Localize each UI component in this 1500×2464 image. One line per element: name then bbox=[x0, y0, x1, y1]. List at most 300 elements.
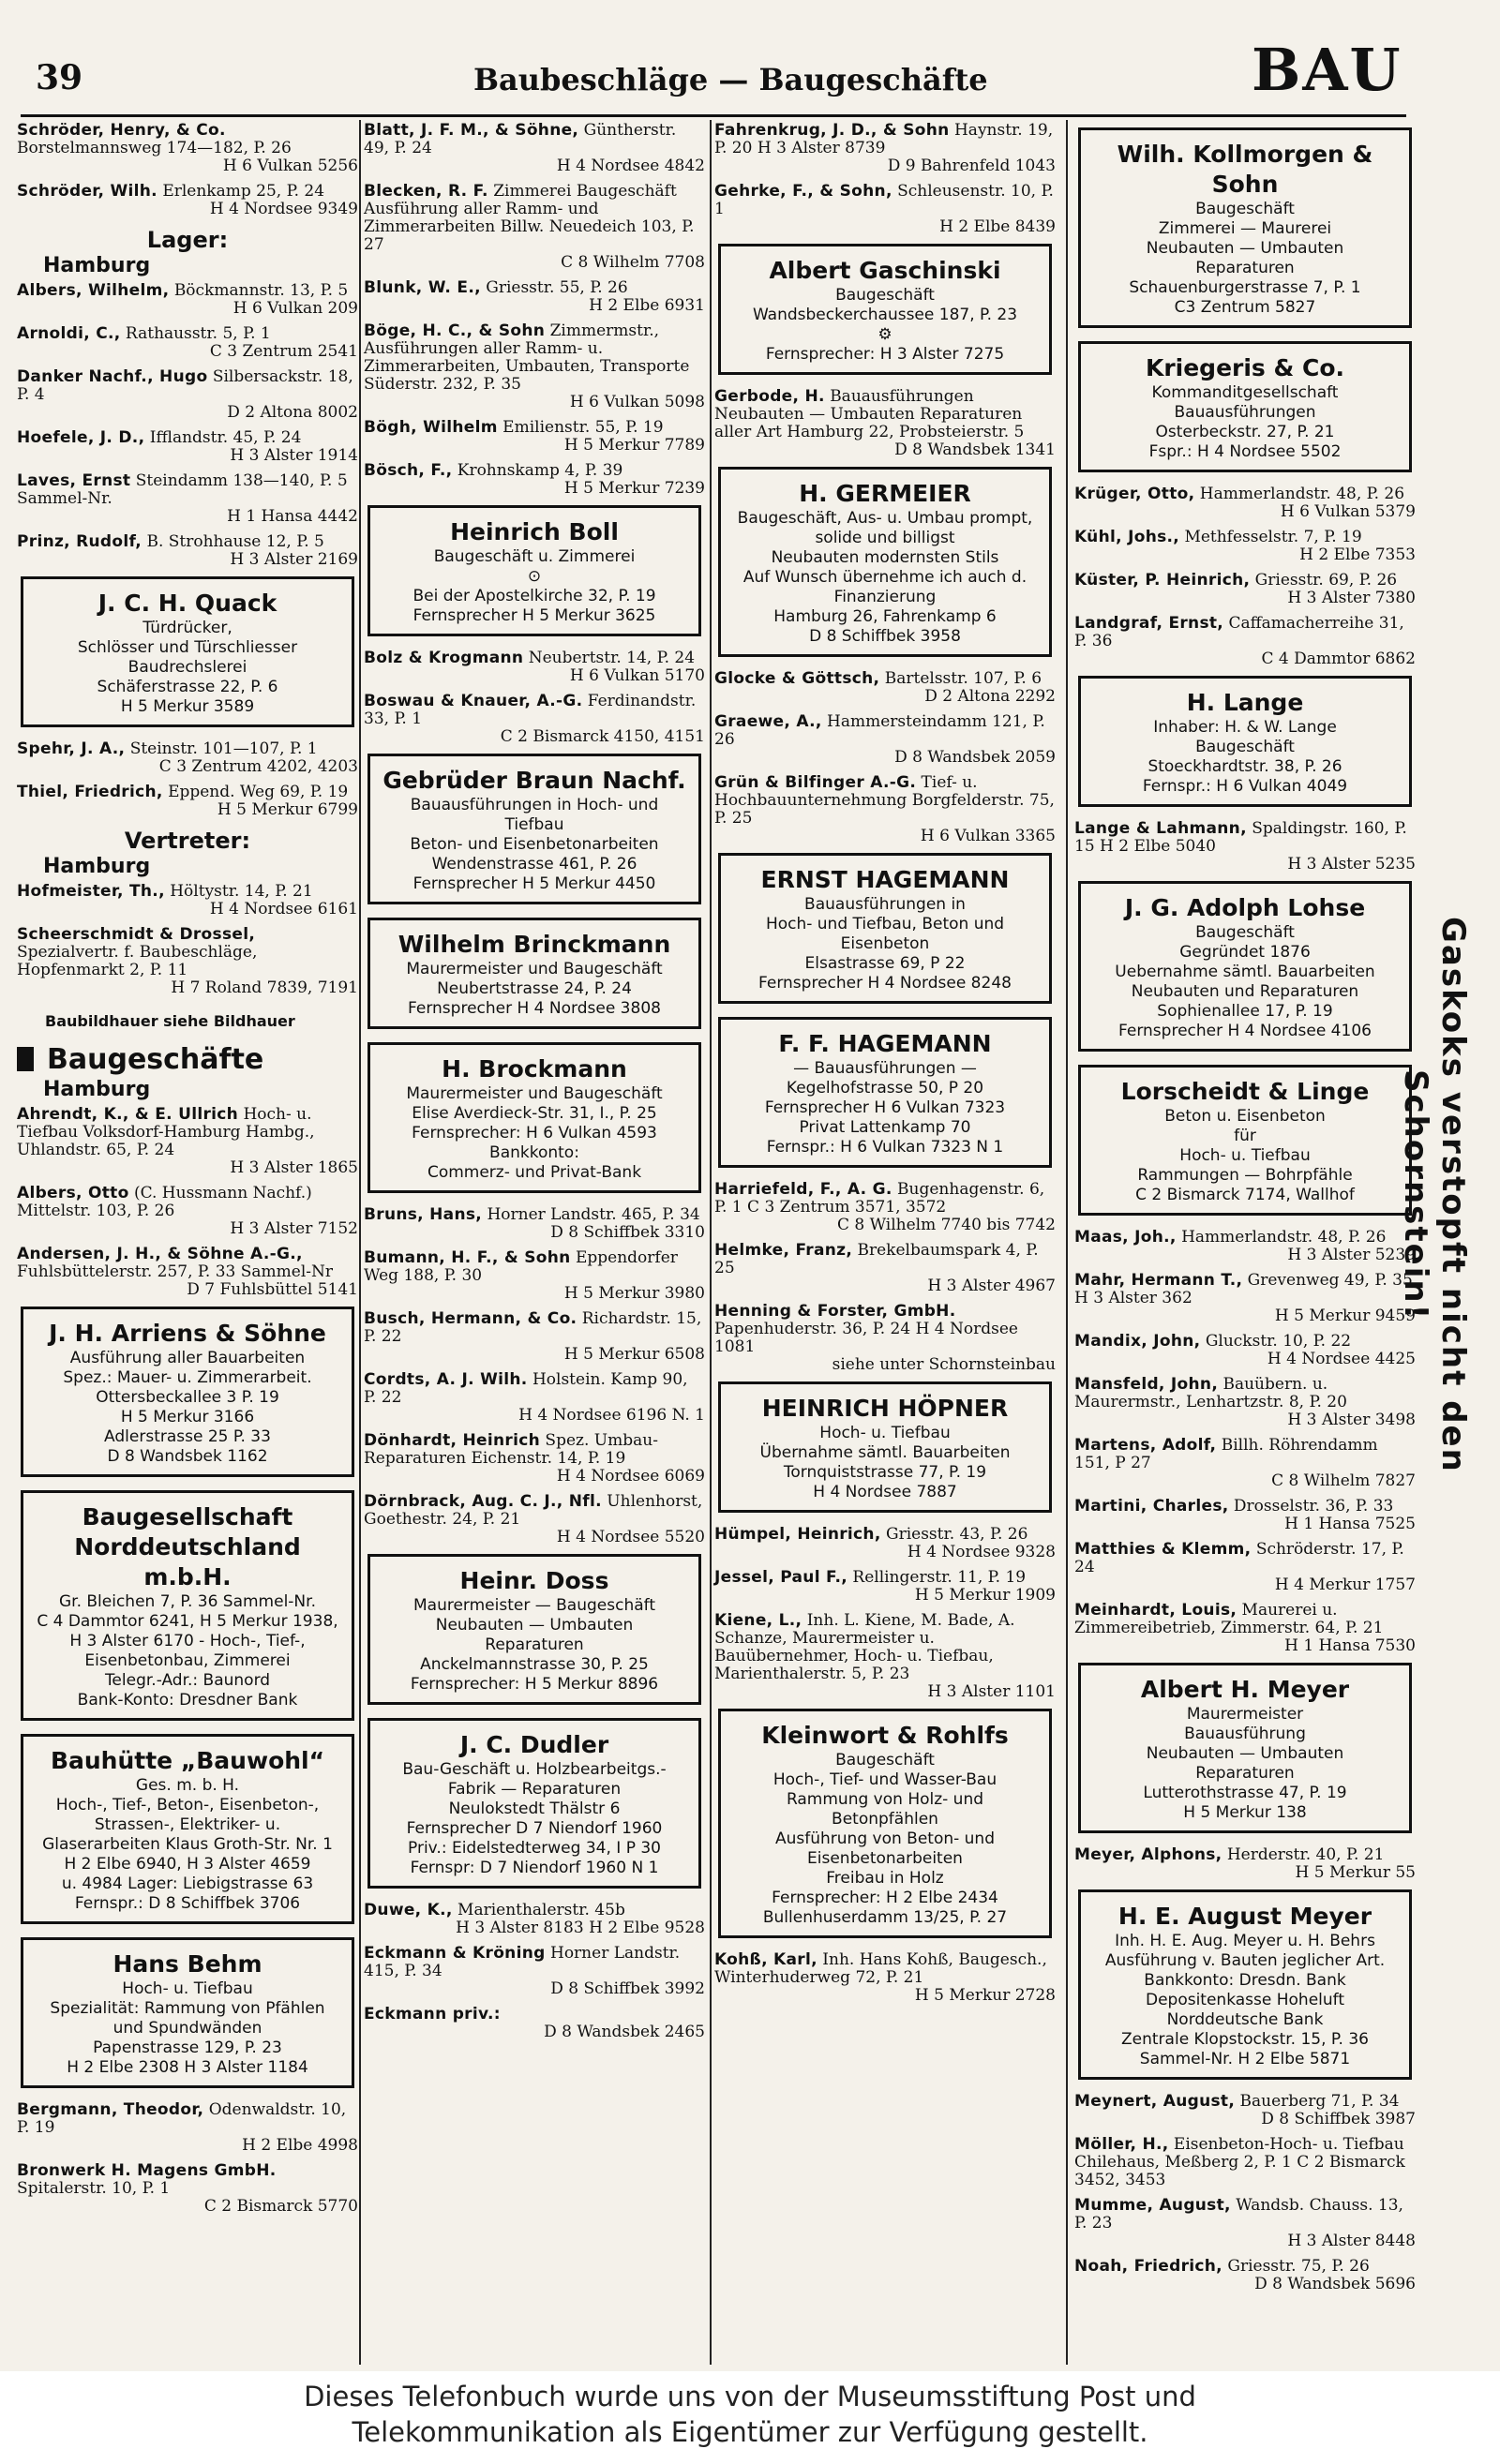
entry-phone: H 4 Nordsee 9349 bbox=[209, 200, 358, 218]
entry-detail: Neubauten — Umbauten bbox=[714, 405, 915, 424]
ad-line: Baugeschäft bbox=[835, 1751, 935, 1770]
entry-list bbox=[17, 122, 358, 218]
entry-phone: H 4 Merkur 1757 bbox=[1274, 1575, 1416, 1594]
list-item bbox=[17, 1246, 358, 1299]
entry-detail: Horner Landstr. 465, P. 34 bbox=[487, 1205, 700, 1224]
ad-line: Bank-Konto: Dresdner Bank bbox=[77, 1691, 298, 1710]
entry-detail: Billh. Röhrendamm 151, P 27 bbox=[1074, 1436, 1378, 1472]
ad-line: Maurermeister und Baugeschäft bbox=[406, 960, 663, 978]
entry-detail: Sammel-Nr. bbox=[17, 489, 112, 508]
entry-name: Boswau & Knauer, A.-G. bbox=[364, 692, 583, 710]
entry-name: Jessel, Paul F., bbox=[714, 1568, 848, 1587]
entry-name: Hoefele, J. D., bbox=[17, 428, 145, 447]
ad-line: Bauausführungen in bbox=[804, 895, 966, 914]
major-section-label: Baugeschäfte bbox=[47, 1042, 264, 1076]
entry-name: Gerbode, H. bbox=[714, 387, 825, 406]
ad-line: Baugeschäft bbox=[1195, 923, 1295, 942]
entry-detail: H 2 Elbe 5040 bbox=[1100, 837, 1216, 856]
entry-name: Meynert, August, bbox=[1074, 2092, 1236, 2111]
entry-detail: Erlenkamp 25, P. 24 bbox=[162, 182, 325, 201]
city-heading: Hamburg bbox=[43, 1078, 151, 1101]
advertisement-box bbox=[718, 1709, 1052, 1938]
list-item bbox=[364, 462, 705, 498]
column-1 bbox=[17, 122, 358, 2223]
entry-detail: Emilienstr. 55, P. 19 bbox=[502, 418, 664, 437]
ad-title: Wilhelm Brinckmann bbox=[398, 931, 671, 958]
advertisement-box bbox=[21, 1307, 354, 1477]
entry-detail: Fuhlsbüttelerstr. 257, P. 33 bbox=[17, 1262, 236, 1281]
entry-name: Ahrendt, K., & E. Ullrich bbox=[17, 1105, 239, 1124]
ad-title: ERNST HAGEMANN bbox=[760, 866, 1010, 893]
entry-phone: H 2 Elbe 4998 bbox=[242, 2136, 358, 2155]
entry-list bbox=[17, 1106, 358, 1299]
ad-line: C 2 Bismarck 7174, Wallhof bbox=[1135, 1186, 1355, 1204]
ad-line: Übernahme sämtl. Bauarbeiten bbox=[759, 1443, 1011, 1462]
list-item bbox=[714, 713, 1056, 767]
ad-line: Türdrücker, bbox=[142, 619, 232, 637]
ad-title: Kriegeris & Co. bbox=[1145, 354, 1345, 381]
list-item bbox=[714, 1951, 1056, 2005]
advertisement-box bbox=[368, 918, 701, 1029]
entry-name: Henning & Forster, GmbH. bbox=[714, 1302, 956, 1321]
entry-detail: Gluckstr. 10, P. 22 bbox=[1205, 1332, 1352, 1351]
ad-line: Hoch- u. Tiefbau bbox=[819, 1424, 951, 1442]
entry-phone: C 8 Wilhelm 7708 bbox=[561, 253, 705, 272]
entry-phone: D 8 Schiffbek 3310 bbox=[550, 1223, 705, 1242]
ad-line: Freibau in Holz bbox=[826, 1869, 944, 1888]
ad-line: Gr. Bleichen 7, P. 36 Sammel-Nr. bbox=[58, 1592, 316, 1611]
advertisement-box bbox=[1078, 1889, 1412, 2080]
entry-phone: H 5 Merkur 2728 bbox=[914, 1986, 1056, 2005]
entry-detail: Borgfelderstr. 75, P. 25 bbox=[714, 791, 1055, 828]
entry-name: Harriefeld, F., A. G. bbox=[714, 1180, 892, 1199]
ad-line: Schlösser und Türschliesser bbox=[77, 638, 298, 657]
ad-line: D 8 Wandsbek 1162 bbox=[107, 1447, 268, 1466]
ad-line: Hamburg 26, Fahrenkamp 6 bbox=[773, 607, 997, 626]
entry-detail: Griesstr. 69, P. 26 bbox=[1254, 571, 1398, 590]
list-item bbox=[364, 1206, 705, 1242]
entry-phone: H 6 Vulkan 5170 bbox=[569, 666, 705, 685]
list-item bbox=[1074, 1846, 1416, 1882]
entry-phone: C 2 Bismarck 4150, 4151 bbox=[500, 727, 705, 746]
entry-detail: Spitalerstr. 10, P. 1 bbox=[17, 2179, 171, 2198]
entry-detail: Inh. Hans Kohß, Baugesch., Winterhuderweg 72, P. 21 bbox=[714, 1950, 1047, 1987]
entry-detail: Griesstr. 55, P. 26 bbox=[486, 278, 628, 297]
entry-name: Mahr, Hermann T., bbox=[1074, 1271, 1243, 1290]
entry-phone: H 5 Merkur 7239 bbox=[563, 479, 705, 498]
ad-line: Fernsprecher H 5 Merkur 4450 bbox=[412, 874, 656, 893]
advertisement-box bbox=[21, 1734, 354, 1924]
list-item bbox=[364, 122, 705, 175]
entry-detail: Hoch- u. Tiefbau bbox=[17, 1105, 312, 1142]
entry-list bbox=[364, 650, 705, 746]
ad-line: Depositenkasse Hoheluft bbox=[1145, 1991, 1345, 2009]
entry-detail: Holstein. Kamp 90, P. 22 bbox=[364, 1370, 688, 1407]
list-item bbox=[364, 279, 705, 315]
entry-name: Möller, H., bbox=[1074, 2135, 1169, 2154]
entry-detail: Herderstr. 40, P. 21 bbox=[1226, 1845, 1385, 1864]
ad-line: Neubauten — Umbauten bbox=[1146, 239, 1344, 258]
entry-name: Mumme, August, bbox=[1074, 2196, 1231, 2215]
entry-list bbox=[1074, 485, 1416, 668]
list-item bbox=[364, 1371, 705, 1425]
ad-line: Fernsprecher H 6 Vulkan 7323 bbox=[764, 1098, 1006, 1117]
list-item bbox=[364, 183, 705, 272]
entry-name: Gehrke, F., & Sohn, bbox=[714, 182, 892, 201]
ad-title: Heinrich Boll bbox=[450, 518, 619, 545]
ad-line: Ausführung aller Bauarbeiten bbox=[69, 1349, 306, 1367]
list-item bbox=[17, 926, 358, 997]
entry-name: Arnoldi, C., bbox=[17, 324, 121, 343]
entry-name: Albers, Otto bbox=[17, 1184, 129, 1202]
list-item bbox=[17, 325, 358, 361]
entry-detail: Bauausführungen bbox=[830, 387, 974, 406]
entry-detail: Grevenweg 49, P. 35 bbox=[1247, 1271, 1413, 1290]
ad-line: Fernsprecher H 5 Merkur 3625 bbox=[412, 606, 656, 625]
list-item bbox=[364, 1902, 705, 1937]
advertisement-box bbox=[1078, 127, 1412, 328]
entry-detail: Brekelbaumspark 4, P. 25 bbox=[714, 1241, 1039, 1277]
section-heading-lager: Lager: bbox=[146, 227, 229, 253]
ad-title: Lorscheidt & Linge bbox=[1120, 1078, 1370, 1105]
entry-detail: Horner Landstr. 415, P. 34 bbox=[364, 1944, 681, 1980]
ad-line: Gegründet 1876 bbox=[1179, 943, 1311, 962]
list-item bbox=[1074, 1333, 1416, 1368]
ad-title: Heinr. Doss bbox=[459, 1567, 609, 1594]
ad-line: Hoch- u. Tiefbau bbox=[122, 1979, 253, 1998]
entry-name: Eckmann & Kröning bbox=[364, 1944, 546, 1963]
ad-line: Bau-Geschäft u. Holzbearbeitgs.-Fabrik — Reparaturen bbox=[402, 1760, 667, 1799]
list-item bbox=[1074, 2258, 1416, 2293]
entry-name: Kiene, L., bbox=[714, 1611, 802, 1630]
list-item bbox=[17, 282, 358, 318]
entry-name: Danker Nachf., Hugo bbox=[17, 367, 208, 386]
entry-list bbox=[1074, 2093, 1416, 2293]
ad-line: Maurermeister — Baugeschäft bbox=[413, 1596, 655, 1615]
entry-phone: C 4 Dammtor 6862 bbox=[1261, 650, 1416, 668]
ad-line: Ausführung v. Bauten jeglicher Art. Bankkonto: Dresdn. Bank bbox=[1104, 1951, 1386, 1990]
entry-name: Küster, P. Heinrich, bbox=[1074, 571, 1251, 590]
entry-phone: H 3 Alster 7380 bbox=[1287, 589, 1416, 607]
list-item bbox=[714, 388, 1056, 459]
entry-detail: Eisenbeton-Hoch- u. Tiefbau bbox=[1173, 2135, 1404, 2154]
ad-line: Anckelmannstrasse 30, P. 25 bbox=[420, 1655, 649, 1674]
footer-line-2: Telekommunikation als Eigentümer zur Verfügung gestellt. bbox=[352, 2416, 1148, 2448]
list-item bbox=[17, 2162, 358, 2216]
list-item bbox=[364, 322, 705, 411]
entry-detail: Hammersteindamm 121, P. 26 bbox=[714, 712, 1045, 749]
entry-list bbox=[364, 1206, 705, 1546]
entry-phone: H 5 Merkur 6508 bbox=[563, 1345, 705, 1364]
ad-line: Bauausführungen in Hoch- und Tiefbau bbox=[410, 796, 659, 834]
ad-line: Spez.: Mauer- u. Zimmerarbeit. bbox=[63, 1368, 312, 1387]
ad-line: Auf Wunsch übernehme ich auch d. Finanzierung bbox=[742, 568, 1028, 606]
advertisement-box bbox=[368, 505, 701, 636]
entry-name: Martini, Charles, bbox=[1074, 1497, 1229, 1516]
entry-detail: Wandsb. Chauss. 13, P. 23 bbox=[1074, 2196, 1403, 2233]
entry-phone: H 5 Merkur 1909 bbox=[914, 1586, 1056, 1605]
entry-phone: H 4 Nordsee 5520 bbox=[556, 1528, 705, 1546]
entry-detail: Spaldingstr. 160, P. 15 bbox=[1074, 819, 1407, 856]
list-item bbox=[1074, 1229, 1416, 1264]
ad-line: Fernsprecher H 4 Nordsee 3808 bbox=[408, 999, 661, 1018]
ad-title: H. E. August Meyer bbox=[1118, 1903, 1372, 1930]
entry-detail: Schleusenstr. 10, P. 1 bbox=[714, 182, 1054, 218]
major-section-heading bbox=[17, 1042, 358, 1076]
entry-phone: H 3 Alster 1101 bbox=[927, 1682, 1056, 1701]
entry-phone: H 5 Merkur 9459 bbox=[1274, 1307, 1416, 1325]
ad-line: H 5 Merkur 3589 bbox=[120, 697, 255, 716]
list-item bbox=[1074, 2136, 1416, 2189]
entry-phone: D 8 Schiffbek 3992 bbox=[550, 1979, 705, 1998]
entry-phone: H 4 Nordsee 4425 bbox=[1267, 1350, 1416, 1368]
entry-detail: C 2 Bismarck 3452, 3453 bbox=[1074, 2153, 1405, 2189]
entry-phone: H 4 Nordsee 4842 bbox=[556, 157, 705, 175]
list-item bbox=[714, 1569, 1056, 1605]
entry-phone: C 2 Bismarck 5770 bbox=[203, 2197, 358, 2216]
entry-name: Grün & Bilfinger A.-G. bbox=[714, 773, 917, 792]
entry-name: Lange & Lahmann, bbox=[1074, 819, 1247, 838]
header-rule bbox=[21, 114, 1406, 117]
ad-line: Baugeschäft u. Zimmerei bbox=[433, 547, 636, 566]
entry-detail: Rathausstr. 5, P. 1 bbox=[125, 324, 271, 343]
entry-detail: Tief- u. Hochbauunternehmung bbox=[714, 773, 978, 810]
entry-list bbox=[17, 2101, 358, 2216]
entry-phone: H 2 Elbe 8439 bbox=[939, 217, 1056, 236]
city-heading: Hamburg bbox=[43, 855, 151, 878]
ad-line: Rammung von Holz- und Betonpfählen bbox=[786, 1790, 984, 1829]
entry-name: Graewe, A., bbox=[714, 712, 822, 731]
entry-phone: H 6 Vulkan 5256 bbox=[222, 157, 358, 175]
entry-detail: Griesstr. 43, P. 26 bbox=[886, 1525, 1028, 1544]
ad-title: J. G. Adolph Lohse bbox=[1124, 894, 1366, 921]
ad-title: Baugesellschaft Norddeutschland m.b.H. bbox=[74, 1503, 301, 1590]
advertisement-box bbox=[368, 1718, 701, 1889]
entry-phone: H 4 Nordsee 6161 bbox=[209, 900, 358, 918]
entry-list bbox=[1074, 1229, 1416, 1655]
list-item bbox=[364, 2006, 705, 2041]
entry-detail: Haynstr. 19, P. 20 bbox=[714, 121, 1054, 157]
entry-detail: Maurerei u. Zimmereibetrieb, Zimmerstr. 64, P. 21 bbox=[1074, 1601, 1384, 1637]
entry-detail: Volksdorf-Hamburg bbox=[82, 1123, 241, 1142]
city-heading: Hamburg bbox=[43, 254, 151, 277]
advertisement-box bbox=[1078, 676, 1412, 807]
entry-detail: Zimmerei bbox=[493, 182, 572, 201]
list-item bbox=[1074, 1541, 1416, 1594]
entry-name: Eckmann priv.: bbox=[364, 2005, 501, 2023]
ad-title: H. Brockmann bbox=[442, 1055, 627, 1083]
advertisement-box bbox=[21, 1490, 354, 1721]
entry-phone: H 3 Alster 2169 bbox=[230, 550, 358, 569]
entry-phone: H 2 Elbe 6931 bbox=[589, 296, 705, 315]
ad-line: Maurermeister bbox=[1186, 1705, 1304, 1724]
entry-detail: Borstelmannsweg 174—182, P. 26 bbox=[17, 139, 292, 157]
ad-line: Uebernahme sämtl. Bauarbeiten bbox=[1115, 963, 1375, 981]
column-divider bbox=[359, 120, 361, 2365]
ad-line: Bauausführungen bbox=[1174, 403, 1316, 422]
ad-line: Beton- und Eisenbetonarbeiten bbox=[410, 835, 659, 854]
entry-detail: Silbersackstr. 18, P. 4 bbox=[17, 367, 353, 404]
entry-detail: Drosselstr. 36, P. 33 bbox=[1233, 1497, 1394, 1516]
entry-detail: Hamburg 22, Probsteierstr. 5 bbox=[787, 423, 1025, 441]
ad-line: Osterbeckstr. 27, P. 21 bbox=[1155, 423, 1335, 441]
entry-phone: H 3 Alster 1865 bbox=[230, 1158, 358, 1177]
entry-list bbox=[17, 282, 358, 569]
ad-line: Spezialität: Rammung von Pfählen und Spundwänden bbox=[50, 1999, 325, 2038]
ad-title: J. H. Arriens & Söhne bbox=[49, 1320, 326, 1347]
entry-phone: H 3 Alster 5239 bbox=[1287, 1246, 1416, 1264]
entry-name: Bumann, H. F., & Sohn bbox=[364, 1248, 571, 1267]
entry-list bbox=[714, 1181, 1056, 1374]
ad-line: Hoch-, Tief-, Beton-, Eisenbeton-, Strassen-, Elektriker- u. Glaserarbeiten Klaus Groth-Str. Nr. 1 bbox=[42, 1796, 333, 1854]
list-item bbox=[714, 122, 1056, 175]
ad-title: J. C. H. Quack bbox=[98, 590, 278, 617]
entry-phone: H 3 Alster 1914 bbox=[230, 446, 358, 465]
ad-line: Fernsprecher: H 6 Vulkan 4593 bbox=[412, 1124, 657, 1142]
ad-title: HEINRICH HÖPNER bbox=[761, 1395, 1009, 1422]
entry-phone: D 8 Wandsbek 2465 bbox=[544, 2023, 705, 2041]
ad-line: Baugeschäft bbox=[835, 286, 935, 305]
entry-detail: Krohnskamp 4, P. 39 bbox=[457, 461, 623, 480]
ad-title: Albert H. Meyer bbox=[1140, 1676, 1350, 1703]
entry-phone: H 3 Alster 4967 bbox=[927, 1277, 1056, 1295]
ad-line: Bankkonto: bbox=[489, 1143, 579, 1162]
entry-name: Bösch, F., bbox=[364, 461, 453, 480]
list-item bbox=[714, 1526, 1056, 1561]
advertisement-box bbox=[1078, 881, 1412, 1052]
ad-line: Fernsprecher H 4 Nordsee 8248 bbox=[758, 974, 1012, 993]
entry-detail: Reparaturen aller Art bbox=[714, 405, 1023, 441]
ad-line: — Bauausführungen — bbox=[793, 1059, 977, 1078]
entry-name: Matthies & Klemm, bbox=[1074, 1540, 1252, 1559]
ad-line: C 4 Dammtor 6241, H 5 Merkur 1938, H 3 Alster 6170 - Hoch-, Tief-, Eisenbetonbau, Zimmerei bbox=[37, 1612, 338, 1670]
ad-line: Neubauten modernsten Stils bbox=[771, 548, 999, 567]
ad-line: ⊙ bbox=[527, 567, 542, 586]
cross-reference: Baubildhauer siehe Bildhauer bbox=[45, 1012, 295, 1030]
advertisement-box bbox=[718, 244, 1052, 375]
list-item bbox=[1074, 1602, 1416, 1655]
list-item bbox=[17, 183, 358, 218]
column-3 bbox=[714, 122, 1056, 2012]
entry-phone: D 2 Altona 2292 bbox=[924, 687, 1056, 706]
list-item bbox=[364, 1432, 705, 1486]
entry-phone: H 3 Alster 7152 bbox=[230, 1219, 358, 1238]
entry-name: Thiel, Friedrich, bbox=[17, 783, 163, 801]
advertisement-box bbox=[718, 853, 1052, 1004]
entry-name: Andersen, J. H., & Söhne A.-G., bbox=[17, 1245, 303, 1263]
entry-detail: Marienthalerstr. 45b bbox=[458, 1901, 625, 1919]
ad-line: Fernspr.: H 6 Vulkan 7323 N 1 bbox=[766, 1138, 1004, 1157]
advertisement-box bbox=[368, 754, 701, 904]
ad-line: Beton u. Eisenbeton bbox=[1164, 1107, 1326, 1126]
entry-detail: Hammerlandstr. 48, P. 26 bbox=[1199, 485, 1405, 503]
ad-line: Fernspr.: H 6 Vulkan 4049 bbox=[1142, 777, 1348, 796]
list-item bbox=[714, 1612, 1056, 1701]
entry-phone: H 5 Merkur 3980 bbox=[563, 1284, 705, 1303]
ad-line: Telegr.-Adr.: Baunord bbox=[104, 1671, 271, 1690]
list-item bbox=[17, 533, 358, 569]
ad-line: H 2 Elbe 6940, H 3 Alster 4659 bbox=[64, 1855, 311, 1874]
list-item bbox=[1074, 529, 1416, 564]
ad-title: Albert Gaschinski bbox=[769, 257, 1001, 284]
entry-list bbox=[17, 740, 358, 819]
entry-phone: D 2 Altona 8002 bbox=[227, 403, 358, 422]
ad-line: Fernsprecher H 4 Nordsee 4106 bbox=[1118, 1022, 1372, 1040]
entry-detail: Güntherstr. 49, P. 24 bbox=[364, 121, 677, 157]
entry-detail: Eichenstr. 14, P. 19 bbox=[471, 1449, 626, 1468]
entry-phone: H 3 Alster 8183 H 2 Elbe 9528 bbox=[456, 1919, 705, 1937]
entry-name: Schröder, Henry, & Co. bbox=[17, 121, 226, 140]
ad-line: Fspr.: H 4 Nordsee 5502 bbox=[1148, 442, 1342, 461]
entry-name: Fahrenkrug, J. D., & Sohn bbox=[714, 121, 950, 140]
ad-line: Fernspr.: D 8 Schiffbek 3706 bbox=[74, 1894, 301, 1913]
entry-phone: D 9 Bahrenfeld 1043 bbox=[887, 157, 1056, 175]
entry-detail: Eppendorfer Weg 188, P. 30 bbox=[364, 1248, 678, 1285]
ad-line: C3 Zentrum 5827 bbox=[1174, 298, 1316, 317]
ad-line: Fernsprecher: H 5 Merkur 8896 bbox=[410, 1675, 659, 1694]
entry-phone: D 8 Schiffbek 3987 bbox=[1261, 2110, 1416, 2128]
ad-line: Commerz- und Privat-Bank bbox=[427, 1163, 642, 1182]
advertisement-box bbox=[1078, 341, 1412, 472]
advertisement-box bbox=[1078, 1663, 1412, 1833]
entry-name: Böge, H. C., & Sohn bbox=[364, 321, 546, 340]
entry-phone: H 4 Nordsee 9328 bbox=[907, 1543, 1056, 1561]
ad-line: Maurermeister und Baugeschäft bbox=[406, 1084, 663, 1103]
entry-detail: Chilehaus, Meßberg 2, P. 1 bbox=[1074, 2153, 1292, 2172]
section-tab: BAU bbox=[1252, 36, 1402, 104]
entry-phone: siehe unter Schornsteinbau bbox=[832, 1355, 1056, 1374]
ad-line: Schäferstrasse 22, P. 6 bbox=[97, 678, 278, 696]
column-divider bbox=[710, 120, 712, 2365]
entry-phone: H 1 Hansa 4442 bbox=[227, 507, 358, 526]
list-item bbox=[1074, 1437, 1416, 1490]
column-2 bbox=[364, 122, 705, 2049]
advertisement-box bbox=[21, 1937, 354, 2088]
ad-title: Bauhütte „Bauwohl“ bbox=[50, 1747, 325, 1774]
entry-phone: C 8 Wilhelm 7827 bbox=[1271, 1471, 1416, 1490]
entry-detail: Bauerberg 71, P. 34 bbox=[1239, 2092, 1400, 2111]
entry-name: Kühl, Johs., bbox=[1074, 528, 1180, 546]
ad-title: F. F. HAGEMANN bbox=[778, 1030, 992, 1057]
entry-detail: Caffamacherreihe 31, P. 36 bbox=[1074, 614, 1404, 650]
list-item bbox=[1074, 1498, 1416, 1533]
section-marker-icon bbox=[17, 1047, 34, 1071]
entry-phone: H 3 Alster 3498 bbox=[1287, 1411, 1416, 1429]
footer-notice bbox=[0, 2371, 1500, 2464]
ad-line: Neubauten — Umbauten bbox=[435, 1616, 634, 1635]
list-item bbox=[1074, 2093, 1416, 2128]
ad-title: Gebrüder Braun Nachf. bbox=[382, 767, 686, 794]
ad-line: Neubertstrasse 24, P. 24 bbox=[437, 979, 632, 998]
entry-name: Kohß, Karl, bbox=[714, 1950, 818, 1969]
entry-phone: H 5 Merkur 7789 bbox=[563, 436, 705, 455]
ad-line: Baugeschäft, Aus- u. Umbau prompt, solide und billigst bbox=[737, 509, 1033, 547]
entry-detail: Griesstr. 75, P. 26 bbox=[1227, 2257, 1370, 2276]
ad-line: Sammel-Nr. H 2 Elbe 5871 bbox=[1139, 2050, 1351, 2068]
ad-line: Priv.: Eidelstedterweg 34, I P 30 bbox=[408, 1839, 661, 1858]
ad-line: Kommanditgesellschaft bbox=[1151, 383, 1339, 402]
entry-name: Busch, Hermann, & Co. bbox=[364, 1309, 578, 1328]
entry-name: Mandix, John, bbox=[1074, 1332, 1201, 1351]
entry-name: Dönhardt, Heinrich bbox=[364, 1431, 541, 1450]
ad-line: Inh. H. E. Aug. Meyer u. H. Behrs bbox=[1115, 1932, 1375, 1950]
ad-line: Baugeschäft bbox=[1195, 738, 1295, 756]
entry-detail: H 3 Alster 362 bbox=[1074, 1289, 1192, 1307]
entry-phone: C 3 Zentrum 4202, 4203 bbox=[158, 757, 358, 776]
list-item bbox=[364, 1310, 705, 1364]
ad-line: Papenstrasse 129, P. 23 bbox=[93, 2038, 282, 2057]
entry-phone: H 3 Alster 5235 bbox=[1287, 855, 1416, 874]
